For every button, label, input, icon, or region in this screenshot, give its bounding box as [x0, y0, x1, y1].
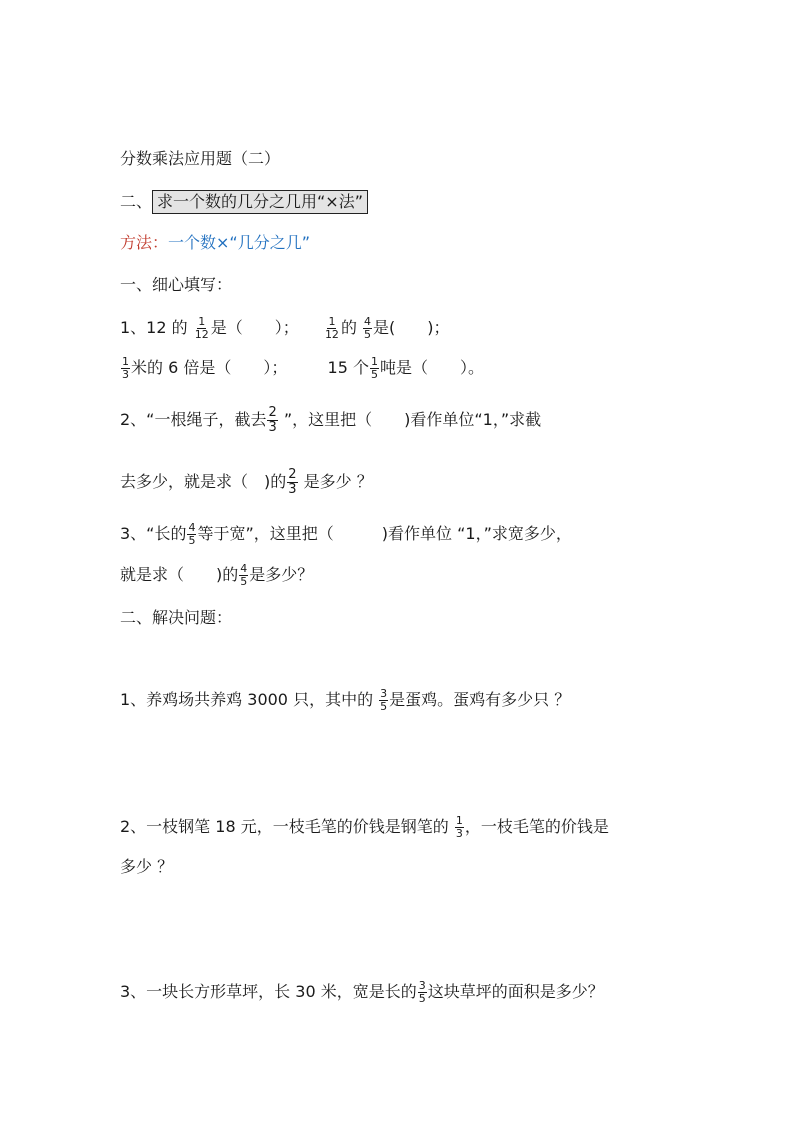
q3-line2	[120, 563, 313, 588]
fraction-numerator: 1	[122, 355, 129, 368]
problem-2-line2: 多少 ？	[120, 857, 174, 876]
section-two-boxed-title: 求一个数的几分之几用“×法”	[152, 190, 368, 214]
fraction-denominator: 5	[240, 575, 248, 588]
fraction-numerator: 3	[380, 687, 388, 700]
problem-3	[120, 980, 604, 1005]
problem-2-line1	[120, 815, 609, 840]
problem-text: 2、一枝钢笔 18 元，一枝毛笔的价钱是钢笔的	[120, 817, 449, 836]
fraction	[379, 688, 388, 713]
fraction-numerator: 4	[240, 562, 248, 575]
fraction-numerator: 4	[364, 315, 372, 328]
fraction	[455, 815, 464, 840]
problem-text: 3、一块长方形草坪，长 30 米，宽是长的	[120, 982, 417, 1001]
q3-line1	[120, 522, 572, 547]
fraction-denominator: 12	[194, 328, 209, 341]
problem-text: 1、养鸡场共养鸡 3000 只，其中的	[120, 690, 374, 709]
fraction	[418, 980, 427, 1005]
problem-1	[120, 688, 570, 713]
fraction-denominator: 5	[364, 328, 372, 341]
fraction-denominator: 3	[288, 482, 297, 497]
q2-text: 是多少 ？	[298, 472, 373, 491]
fraction	[267, 406, 277, 435]
problem-text: ，一枝毛笔的价钱是	[464, 817, 609, 836]
q2-text: ”，这里把（ )看作单位“1，”求截	[278, 410, 542, 429]
fraction-denominator: 3	[268, 420, 277, 435]
fraction	[194, 316, 210, 341]
q1-text: 1、12 的	[120, 318, 188, 337]
fraction-denominator: 5	[371, 368, 378, 381]
fraction-numerator: 3	[418, 979, 426, 992]
q3-text: 等于宽”，这里把（ )看作单位 “1，”求宽多少，	[197, 524, 572, 543]
q3-text: 是多少？	[249, 565, 314, 584]
fraction-numerator: 2	[268, 405, 277, 420]
fraction-numerator: 4	[188, 521, 196, 534]
q1-text: 的	[340, 318, 357, 337]
fraction-numerator: 1	[328, 315, 336, 328]
fraction-numerator: 1	[198, 315, 206, 328]
fraction	[187, 522, 196, 547]
q2-text: 2、“一根绳子，截去	[120, 410, 267, 429]
part2-heading: 二、解决问题：	[120, 608, 233, 627]
method-line	[120, 232, 310, 254]
fraction-denominator: 3	[122, 368, 129, 381]
problem-text: 这块草坪的面积是多少？	[427, 982, 604, 1001]
fraction	[239, 563, 248, 588]
fraction	[363, 316, 372, 341]
q1-text: 米的 6 倍是（ ）；	[131, 358, 288, 377]
method-label: 方法：	[120, 233, 169, 252]
part1-heading: 一、细心填写：	[120, 275, 233, 294]
q1-line2	[120, 356, 484, 381]
q1-text: 吨是（ ）。	[380, 358, 485, 377]
fraction-denominator: 3	[455, 827, 463, 840]
problem-text: 是蛋鸡。蛋鸡有多少只 ？	[389, 690, 571, 709]
q2-line1	[120, 406, 541, 435]
q1-text: 是（ ）；	[210, 318, 299, 337]
page-title: 分数乘法应用题（二）	[120, 149, 281, 168]
fraction	[370, 356, 379, 381]
q1-text: 是( )；	[373, 318, 450, 337]
section-two-prefix: 二、	[120, 192, 153, 211]
fraction-numerator: 1	[371, 355, 378, 368]
q2-line2	[120, 468, 373, 497]
fraction-denominator: 12	[324, 328, 339, 341]
section-two-line	[120, 190, 368, 214]
fraction	[324, 316, 340, 341]
q1-line1	[120, 316, 450, 341]
q3-text: 就是求（ )的	[120, 565, 239, 584]
fraction-numerator: 1	[455, 814, 463, 827]
fraction-denominator: 5	[418, 992, 426, 1005]
fraction	[121, 356, 130, 381]
q3-text: 3、“长的	[120, 524, 187, 543]
fraction-numerator: 2	[288, 467, 297, 482]
fraction-denominator: 5	[188, 534, 196, 547]
q2-text: 去多少，就是求（ )的	[120, 472, 287, 491]
fraction	[287, 468, 297, 497]
q1-text: 15 个	[327, 358, 369, 377]
method-text: 一个数×“几分之几”	[168, 233, 311, 252]
fraction-denominator: 5	[380, 700, 388, 713]
